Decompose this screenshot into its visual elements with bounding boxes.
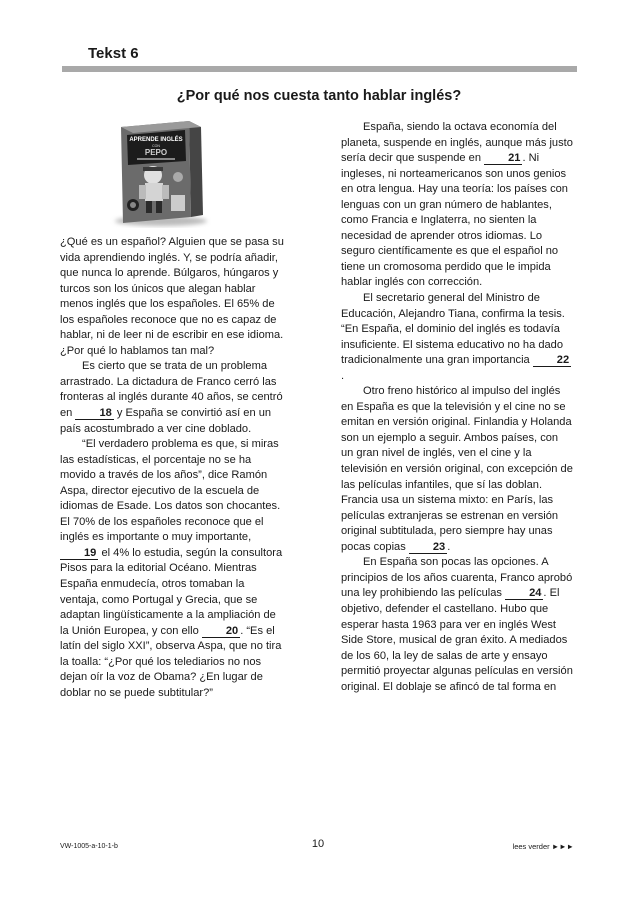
article-title: ¿Por qué nos cuesta tanto hablar inglés? bbox=[176, 88, 462, 104]
page-number: 10 bbox=[311, 838, 325, 850]
gap-23: 23 bbox=[409, 542, 447, 554]
left-column bbox=[60, 235, 285, 701]
paragraph: En España son pocas las opciones. A principios de los años cuarenta, Franco aprobó una ley prohibiendo las películas 24 . El objetivo, defender el castellano. Hubo que esperar hasta 1963 para ver en inglés West Side Store, musical de gran éxito. A mediados de los 60, la ley de salas de arte y ensayo permitió proyectar algunas películas en versión original. El doblaje se afincó de tal forma en bbox=[341, 556, 573, 693]
book-cover-image bbox=[109, 117, 211, 229]
paragraph: ¿Qué es un español? Alguien que se pasa su vida aprendiendo inglés. Y, se podría añadir, que nunca lo aprende. Búlgaros, húngaros y turcos son los únicos que alegan hablar menos inglés que los españoles. El 65% de los españoles reconoce que no es capaz de hablar, ni de leer ni de escribir en ese idioma. ¿Por qué lo hablamos tan mal? bbox=[60, 236, 284, 357]
book-cover-title: APRENDE INGLÉS bbox=[129, 137, 183, 143]
paragraph: “El verdadero problema es que, si miras las estadísticas, el porcentaje no se ha movido a través de los años”, dice Ramón Aspa, director ejecutivo de la escuela de idiomas de Esade. Los datos son chocantes. El 70% de los españoles reconoce que el inglés es importante o muy importante, 19 el 4% lo estudia, según la consultora Pisos para la editorial Océano. Mientras España enmudecía, otros tomaban la ventaja, como Portugal y Grecia, que se adaptan lingüísticamente a la ampliación de la Unión Europea, y con ello 20 . “Es el latín del siglo XXI”, observa Aspa, que no tira la toalla: “¿Por qué los telediarios no nos dejan oír la voz de Obama? ¿En lugar de doblar no se puede subtitular?” bbox=[60, 438, 283, 699]
gap-22: 22 bbox=[533, 355, 571, 367]
section-divider bbox=[62, 66, 577, 72]
book-cover-subtitle: PEPO bbox=[144, 148, 168, 157]
paragraph: El secretario general del Ministro de Educación, Alejandro Tiana, confirma la tesis. “En España, el dominio del inglés es todavía insuficiente. El sistema educativo no ha dado tradicionalmente una gran importancia 22 . bbox=[341, 292, 570, 382]
gap-21: 21 bbox=[484, 153, 522, 165]
gap-19: 19 bbox=[60, 548, 98, 560]
gap-20: 20 bbox=[202, 626, 240, 638]
right-column bbox=[341, 120, 573, 695]
gap-24: 24 bbox=[505, 588, 543, 600]
gap-18: 18 bbox=[75, 408, 113, 420]
section-label: Tekst 6 bbox=[88, 45, 139, 62]
paragraph: España, siendo la octava economía del planeta, suspende en inglés, aunque más justo sería decir que suspende en 21 . Ni ingleses, ni norteamericanos son unos genios en otra lengua. Hay una teoría: los países con lenguas con un gran número de hablantes, como Francia e Inglaterra, no sienten la necesidad de aprender otros idiomas. Lo seguro científicamente es que el español no tiene un cromosoma perdido que le impida hablar inglés con corrección. bbox=[341, 121, 573, 289]
svg-text:CON: CON bbox=[152, 144, 160, 148]
paragraph: Otro freno histórico al impulso del inglés en España es que la televisión y el cine no se emitan en versión original. Finlandia y Holanda son un ejemplo a seguir. Ambos países, con un gran nivel de inglés, ven el cine y la televisión en versión original, con excepción de las películas infantiles, que sí las doblan. Francia usa un sistema mixto: en París, las películas extranjeras se estrenan en versión original subtitulada, pero siempre hay unas pocas copias 23 . bbox=[341, 385, 573, 553]
paragraph: Es cierto que se trata de un problema arrastrado. La dictadura de Franco cerró las fronteras al inglés durante 40 años, se centró en 18 y España se convirtió así en un país acostumbrado a ver cine doblado. bbox=[60, 360, 283, 435]
exam-code: VW-1005-a-10-1-b bbox=[60, 843, 118, 850]
continue-reading-note: lees verder ►►► bbox=[512, 842, 574, 851]
